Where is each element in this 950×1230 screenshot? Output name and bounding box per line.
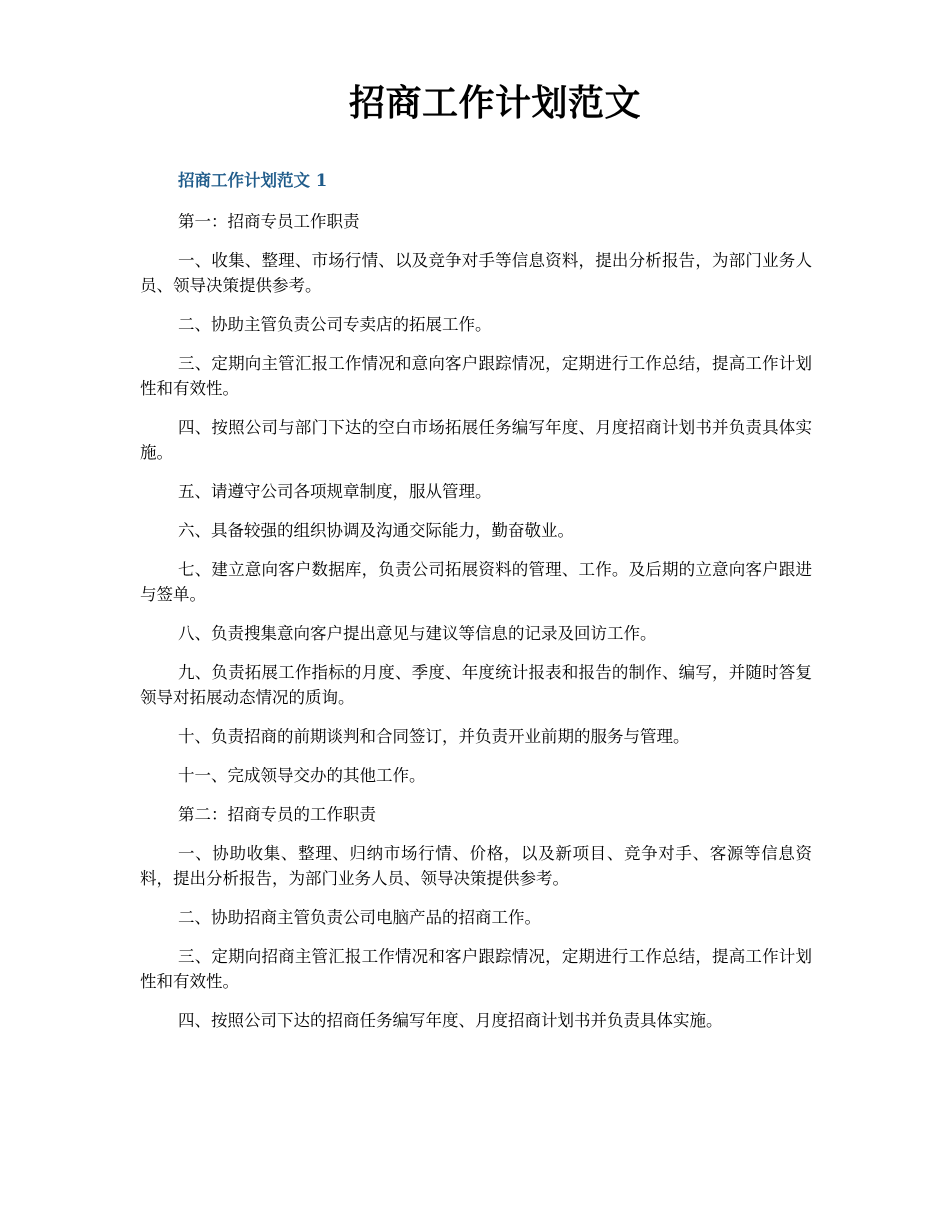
paragraph: 四、按照公司与部门下达的空白市场拓展任务编写年度、月度招商计划书并负责具体实施。 xyxy=(140,418,812,462)
paragraph: 十、负责招商的前期谈判和合同签订，并负责开业前期的服务与管理。 xyxy=(178,727,690,746)
section-heading: 招商工作计划范文 1 xyxy=(178,171,328,190)
page-title: 招商工作计划范文 xyxy=(348,82,641,124)
paragraph: 六、具备较强的组织协调及沟通交际能力，勤奋敬业。 xyxy=(178,521,574,540)
paragraph: 五、请遵守公司各项规章制度，服从管理。 xyxy=(178,482,492,501)
paragraph: 三、定期向招商主管汇报工作情况和客户跟踪情况，定期进行工作总结，提高工作计划性和有效性。 xyxy=(140,947,812,991)
paragraph: 七、建立意向客户数据库，负责公司拓展资料的管理、工作。及后期的立意向客户跟进与签单。 xyxy=(140,560,812,604)
paragraph: 十一、完成领导交办的其他工作。 xyxy=(178,766,426,785)
paragraph: 二、协助主管负责公司专卖店的拓展工作。 xyxy=(178,315,492,334)
paragraph: 四、按照公司下达的招商任务编写年度、月度招商计划书并负责具体实施。 xyxy=(178,1011,723,1030)
paragraph: 二、协助招商主管负责公司电脑产品的招商工作。 xyxy=(178,908,541,927)
paragraph: 一、收集、整理、市场行情、以及竞争对手等信息资料，提出分析报告，为部门业务人员、领导决策提供参考。 xyxy=(140,251,812,295)
paragraph: 第一：招商专员工作职责 xyxy=(178,212,360,231)
paragraph: 三、定期向主管汇报工作情况和意向客户跟踪情况，定期进行工作总结，提高工作计划性和有效性。 xyxy=(140,354,812,398)
paragraph: 一、协助收集、整理、归纳市场行情、价格，以及新项目、竞争对手、客源等信息资料，提出分析报告，为部门业务人员、领导决策提供参考。 xyxy=(140,844,812,888)
paragraph: 第二：招商专员的工作职责 xyxy=(178,805,376,824)
document-body xyxy=(140,167,812,1033)
paragraph: 九、负责拓展工作指标的月度、季度、年度统计报表和报告的制作、编写，并随时答复领导对拓展动态情况的质询。 xyxy=(140,663,812,707)
paragraph: 八、负责搜集意向客户提出意见与建议等信息的记录及回访工作。 xyxy=(178,624,657,643)
